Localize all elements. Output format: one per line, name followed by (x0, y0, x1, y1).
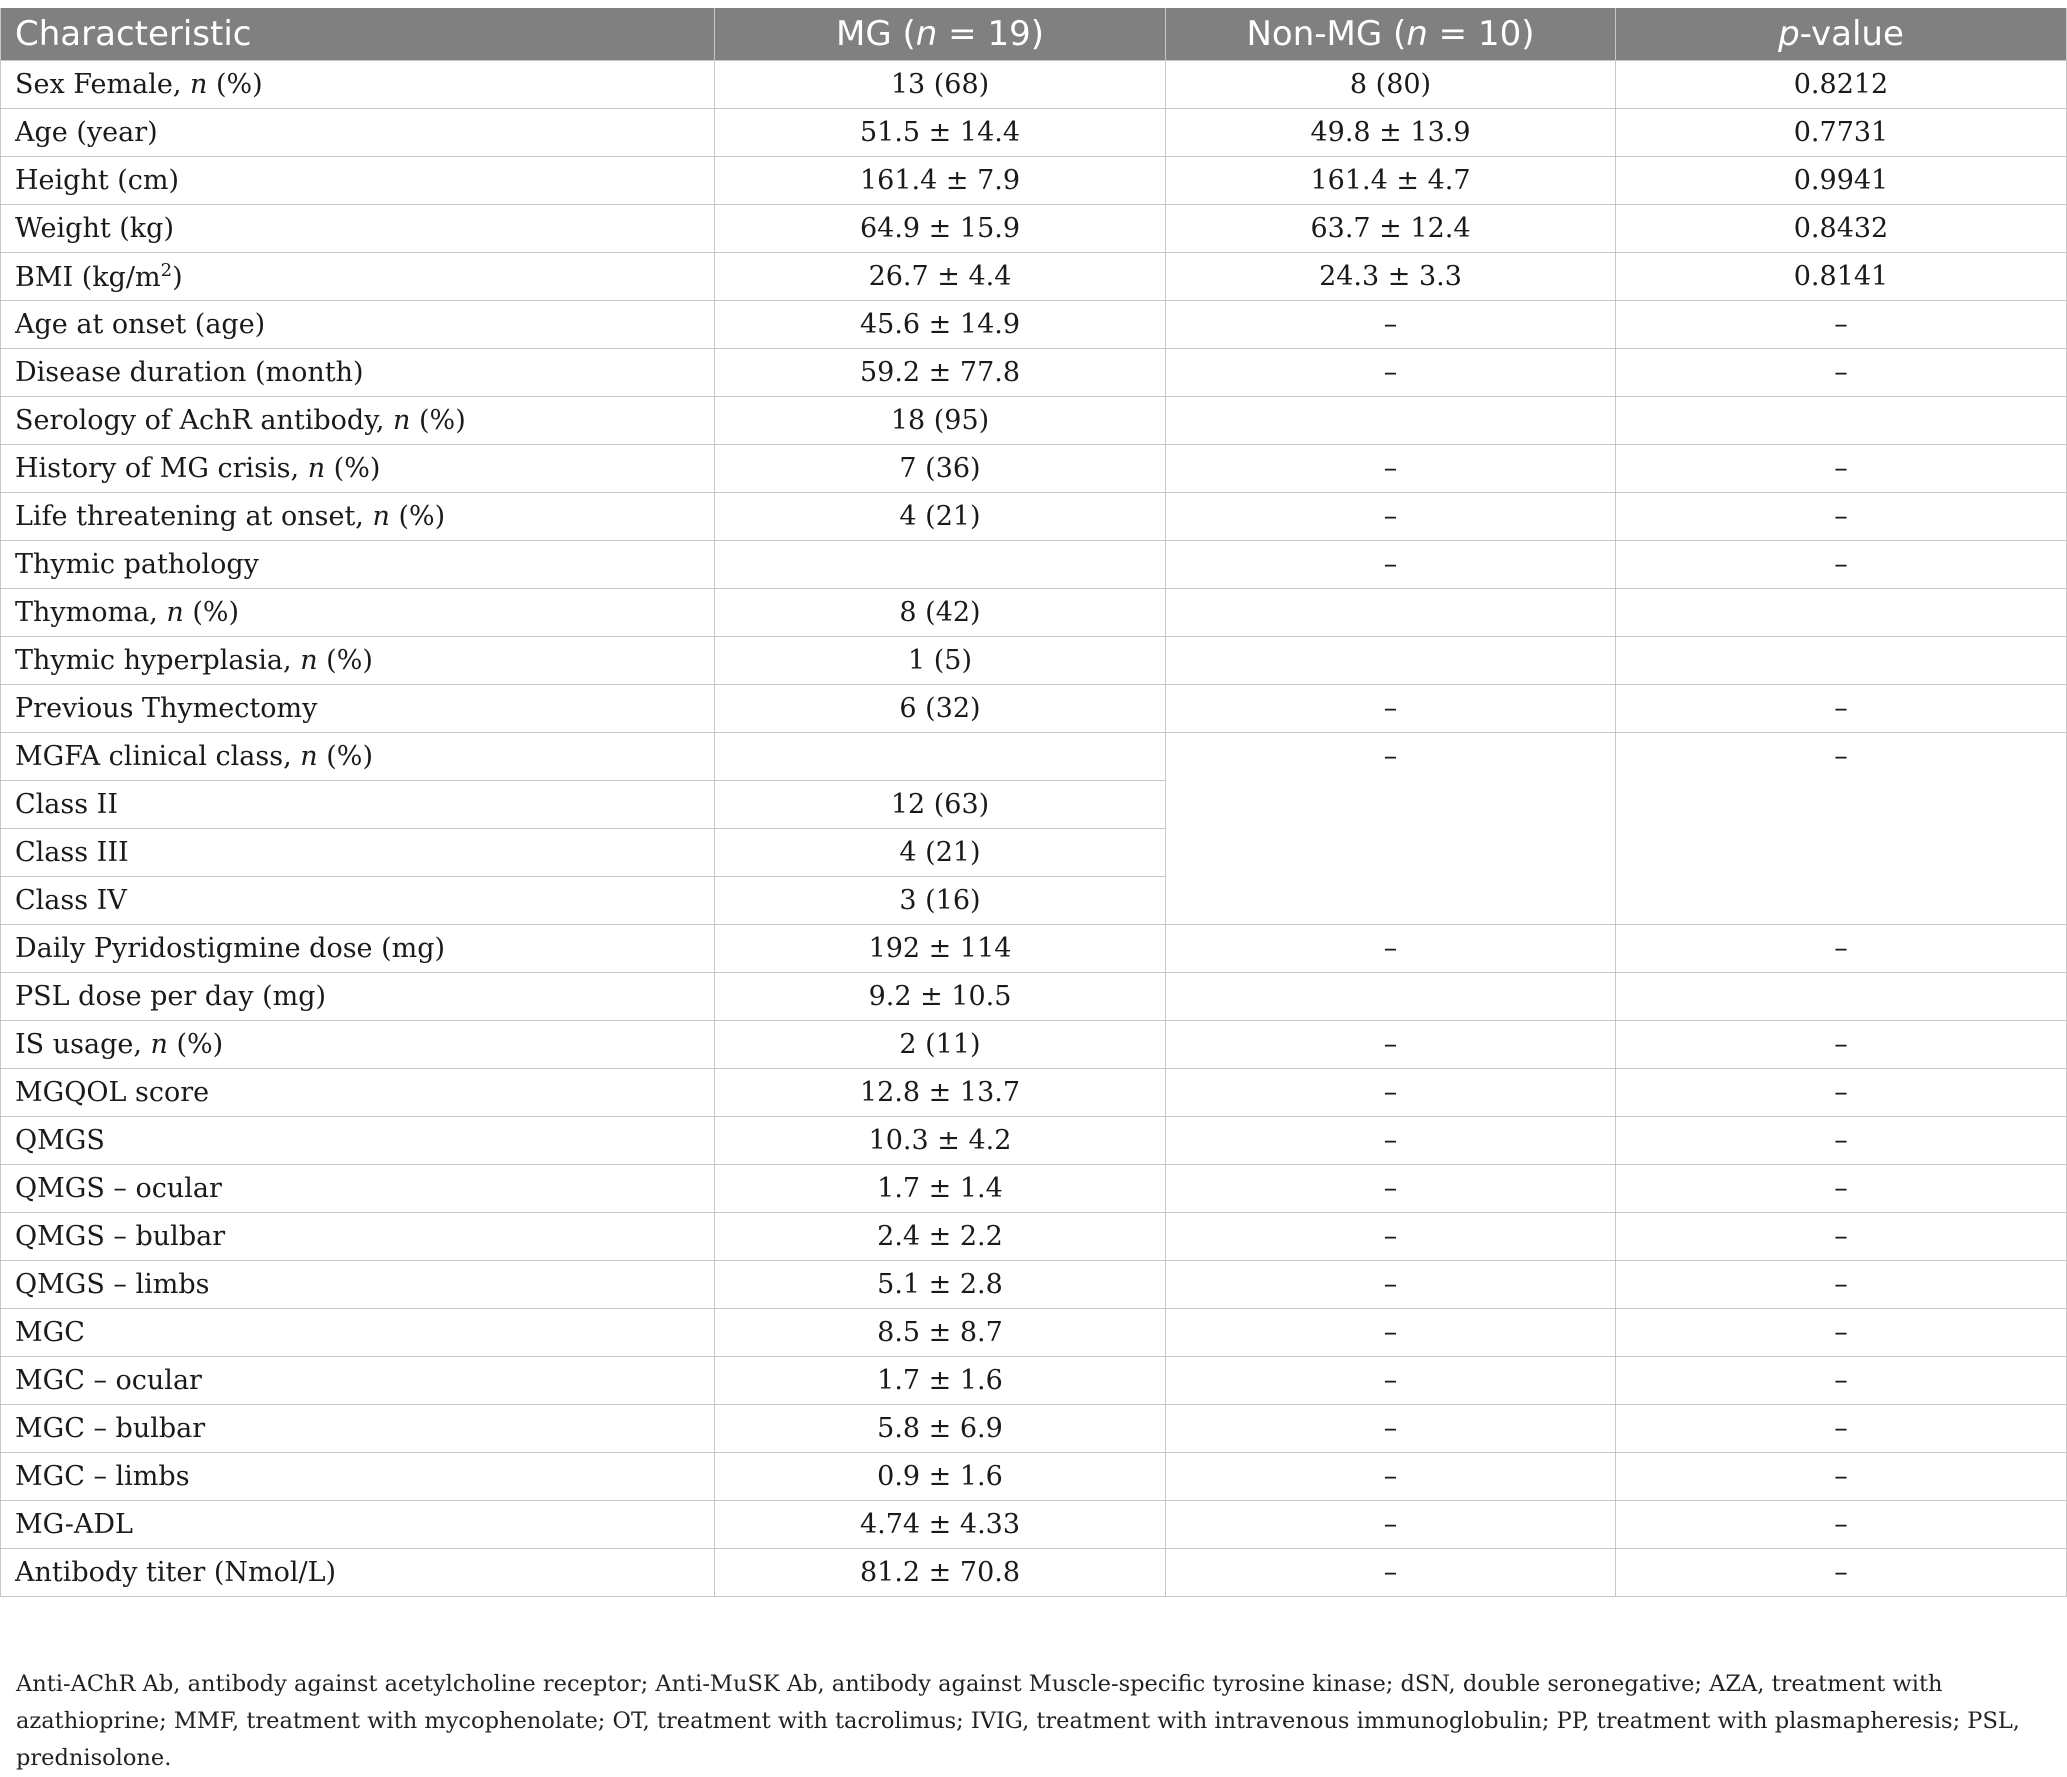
table-row (1, 1165, 2067, 1213)
table-row (1, 157, 2067, 205)
cell-non-mg: – (1166, 1117, 1616, 1165)
cell-p-value: – (1616, 1453, 2067, 1501)
cell-non-mg: – (1166, 925, 1616, 973)
row-label (1, 973, 715, 1021)
row-label (1, 109, 715, 157)
row-label-italic: n (372, 501, 390, 532)
cell-mg: 10.3 ± 4.2 (715, 1117, 1166, 1165)
row-label-text: Thymic pathology (15, 549, 259, 580)
row-label-text: Height (cm) (15, 165, 180, 196)
row-label-text: QMGS (15, 1125, 105, 1156)
row-label-suffix: (%) (325, 453, 381, 484)
row-label (1, 1069, 715, 1117)
row-label (1, 781, 715, 829)
header-p-italic: p (1778, 14, 1800, 54)
table-row (1, 733, 2067, 781)
row-label-text: Serology of AchR antibody, (15, 405, 394, 436)
cell-non-mg: – (1166, 1357, 1616, 1405)
cell-p-value: – (1616, 1021, 2067, 1069)
cell-non-mg (1166, 973, 1616, 1021)
row-label (1, 301, 715, 349)
row-label (1, 829, 715, 877)
row-label-text: Age (year) (15, 117, 158, 148)
header-nonmg-pre: Non-MG ( (1246, 14, 1407, 54)
row-label-italic: n (150, 1029, 168, 1060)
cell-mg: 2 (11) (715, 1021, 1166, 1069)
cell-non-mg: – (1166, 1453, 1616, 1501)
cell-non-mg: – (1166, 733, 1616, 925)
cell-non-mg: – (1166, 1309, 1616, 1357)
cell-mg: 12 (63) (715, 781, 1166, 829)
cell-mg: 6 (32) (715, 685, 1166, 733)
row-label (1, 685, 715, 733)
cell-mg (715, 541, 1166, 589)
cell-non-mg: – (1166, 1021, 1616, 1069)
header-mg-post: = 19) (937, 14, 1044, 54)
row-label-italic: n (393, 405, 411, 436)
row-label-text: Thymic hyperplasia, (15, 645, 301, 676)
header-mg (715, 8, 1166, 61)
cell-p-value: – (1616, 685, 2067, 733)
header-mg-pre: MG ( (836, 14, 916, 54)
row-label-text: Weight (kg) (15, 213, 174, 244)
row-label (1, 1117, 715, 1165)
row-label-text: MGC – limbs (15, 1461, 190, 1492)
cell-non-mg: – (1166, 349, 1616, 397)
row-label-suffix: (%) (167, 1029, 224, 1060)
header-mg-n: n (915, 14, 938, 54)
row-label (1, 1309, 715, 1357)
row-label-text: Disease duration (month) (15, 357, 364, 388)
row-label-text: BMI (kg/m (15, 262, 161, 293)
cell-p-value: – (1616, 1309, 2067, 1357)
table-row (1, 109, 2067, 157)
table-row (1, 589, 2067, 637)
cell-mg (715, 733, 1166, 781)
table-row (1, 1453, 2067, 1501)
header-p-value (1616, 8, 2067, 61)
cell-non-mg: – (1166, 445, 1616, 493)
table-row (1, 685, 2067, 733)
characteristics-table (0, 8, 2067, 1597)
table-row (1, 205, 2067, 253)
cell-non-mg: 161.4 ± 4.7 (1166, 157, 1616, 205)
row-label-suffix: ) (172, 262, 183, 293)
table-row (1, 349, 2067, 397)
table-row (1, 1309, 2067, 1357)
cell-p-value (1616, 637, 2067, 685)
row-label-italic: n (300, 741, 318, 772)
row-label (1, 157, 715, 205)
row-label (1, 349, 715, 397)
row-label-text: MGFA clinical class, (15, 741, 301, 772)
row-label-text: Sex Female, (15, 69, 190, 100)
cell-p-value: – (1616, 1213, 2067, 1261)
row-label-italic: n (300, 645, 318, 676)
header-row (1, 8, 2067, 61)
cell-mg: 59.2 ± 77.8 (715, 349, 1166, 397)
cell-p-value (1616, 397, 2067, 445)
row-label-text: Class II (15, 789, 119, 820)
row-label-text: MGC – bulbar (15, 1413, 206, 1444)
table-row (1, 445, 2067, 493)
row-label-text: Antibody titer (Nmol/L) (15, 1557, 337, 1588)
cell-non-mg: 63.7 ± 12.4 (1166, 205, 1616, 253)
cell-p-value: – (1616, 301, 2067, 349)
row-label-text: QMGS – limbs (15, 1269, 210, 1300)
row-label (1, 205, 715, 253)
row-label-suffix: (%) (389, 501, 446, 532)
header-nonmg-post: = 10) (1427, 14, 1535, 54)
table-row (1, 973, 2067, 1021)
row-label-italic: n (166, 597, 184, 628)
cell-mg: 1.7 ± 1.6 (715, 1357, 1166, 1405)
cell-mg: 45.6 ± 14.9 (715, 301, 1166, 349)
row-label-suffix: (%) (317, 741, 373, 772)
cell-mg: 64.9 ± 15.9 (715, 205, 1166, 253)
cell-mg: 5.1 ± 2.8 (715, 1261, 1166, 1309)
cell-non-mg (1166, 397, 1616, 445)
cell-mg: 81.2 ± 70.8 (715, 1549, 1166, 1597)
table-row (1, 301, 2067, 349)
table-row (1, 397, 2067, 445)
table-row (1, 637, 2067, 685)
row-label (1, 1213, 715, 1261)
cell-p-value: – (1616, 493, 2067, 541)
row-label (1, 1549, 715, 1597)
table-row (1, 493, 2067, 541)
row-label (1, 1453, 715, 1501)
row-label-text: MGC (15, 1317, 85, 1348)
row-label-superscript: 2 (160, 260, 173, 281)
row-label-text: MGQOL score (15, 1077, 210, 1108)
cell-non-mg: – (1166, 493, 1616, 541)
cell-non-mg: – (1166, 1501, 1616, 1549)
cell-p-value: 0.9941 (1616, 157, 2067, 205)
cell-p-value: – (1616, 1069, 2067, 1117)
cell-p-value: – (1616, 925, 2067, 973)
cell-p-value: – (1616, 1501, 2067, 1549)
cell-p-value: – (1616, 1117, 2067, 1165)
table-row (1, 1261, 2067, 1309)
row-label (1, 541, 715, 589)
row-label-text: QMGS – ocular (15, 1173, 222, 1204)
cell-mg: 51.5 ± 14.4 (715, 109, 1166, 157)
cell-p-value: 0.8141 (1616, 253, 2067, 301)
cell-mg: 161.4 ± 7.9 (715, 157, 1166, 205)
table-body (1, 61, 2067, 1597)
row-label-suffix: (%) (207, 69, 263, 100)
row-label-text: Thymoma, (15, 597, 167, 628)
row-label (1, 1021, 715, 1069)
cell-mg: 1 (5) (715, 637, 1166, 685)
table-container (0, 8, 2067, 1597)
table-row (1, 1405, 2067, 1453)
row-label (1, 637, 715, 685)
row-label-text: IS usage, (15, 1029, 151, 1060)
row-label (1, 253, 715, 301)
table-row (1, 253, 2067, 301)
row-label-text: Class III (15, 837, 129, 868)
row-label (1, 877, 715, 925)
row-label-text: MG-ADL (15, 1509, 133, 1540)
header-non-mg (1166, 8, 1616, 61)
cell-non-mg: 24.3 ± 3.3 (1166, 253, 1616, 301)
cell-p-value: – (1616, 1165, 2067, 1213)
row-label (1, 61, 715, 109)
row-label-text: Previous Thymectomy (15, 693, 318, 724)
row-label-text: Daily Pyridostigmine dose (mg) (15, 933, 446, 964)
cell-mg: 26.7 ± 4.4 (715, 253, 1166, 301)
cell-non-mg: 49.8 ± 13.9 (1166, 109, 1616, 157)
row-label (1, 1261, 715, 1309)
cell-non-mg: – (1166, 541, 1616, 589)
cell-mg: 5.8 ± 6.9 (715, 1405, 1166, 1453)
cell-mg: 12.8 ± 13.7 (715, 1069, 1166, 1117)
cell-p-value: 0.8432 (1616, 205, 2067, 253)
row-label-text: QMGS – bulbar (15, 1221, 226, 1252)
header-p-rest: -value (1799, 14, 1904, 54)
cell-mg: 192 ± 114 (715, 925, 1166, 973)
cell-p-value: – (1616, 733, 2067, 925)
row-label (1, 1357, 715, 1405)
cell-p-value: 0.8212 (1616, 61, 2067, 109)
table-row (1, 61, 2067, 109)
table-row (1, 1213, 2067, 1261)
row-label (1, 733, 715, 781)
cell-p-value: – (1616, 349, 2067, 397)
row-label-text: History of MG crisis, (15, 453, 308, 484)
row-label (1, 493, 715, 541)
cell-mg: 8 (42) (715, 589, 1166, 637)
cell-p-value: – (1616, 1261, 2067, 1309)
table-row (1, 1549, 2067, 1597)
row-label (1, 445, 715, 493)
cell-non-mg: – (1166, 1549, 1616, 1597)
row-label (1, 589, 715, 637)
cell-p-value: – (1616, 541, 2067, 589)
row-label-suffix: (%) (317, 645, 373, 676)
row-label-suffix: (%) (410, 405, 466, 436)
cell-mg: 3 (16) (715, 877, 1166, 925)
row-label-italic: n (307, 453, 326, 484)
table-row (1, 1021, 2067, 1069)
cell-mg: 18 (95) (715, 397, 1166, 445)
cell-mg: 1.7 ± 1.4 (715, 1165, 1166, 1213)
cell-mg: 4.74 ± 4.33 (715, 1501, 1166, 1549)
cell-non-mg: – (1166, 301, 1616, 349)
cell-non-mg: – (1166, 1405, 1616, 1453)
row-label-suffix: (%) (183, 597, 240, 628)
table-row (1, 1357, 2067, 1405)
cell-p-value: – (1616, 445, 2067, 493)
cell-p-value (1616, 973, 2067, 1021)
row-label-text: Class IV (15, 885, 127, 916)
cell-non-mg: 8 (80) (1166, 61, 1616, 109)
table-row (1, 541, 2067, 589)
table-row (1, 1117, 2067, 1165)
cell-non-mg: – (1166, 685, 1616, 733)
header-characteristic: Characteristic (1, 8, 715, 61)
cell-mg: 4 (21) (715, 493, 1166, 541)
cell-mg: 13 (68) (715, 61, 1166, 109)
row-label-text: MGC – ocular (15, 1365, 202, 1396)
cell-mg: 0.9 ± 1.6 (715, 1453, 1166, 1501)
cell-p-value: 0.7731 (1616, 109, 2067, 157)
cell-non-mg: – (1166, 1213, 1616, 1261)
table-row (1, 1501, 2067, 1549)
table-footnote: Anti-AChR Ab, antibody against acetylcholine receptor; Anti-MuSK Ab, antibody against Muscle-specific tyrosine kinase; dSN, double seronegative; AZA, treatment with azathioprine; MMF, treatment with mycophenolate; OT, treatment with tacrolimus; IVIG, treatment with intravenous immunoglobulin; PP, treatment with plasmapheresis; PSL, prednisolone. (16, 1671, 2020, 1771)
cell-non-mg (1166, 589, 1616, 637)
row-label (1, 1405, 715, 1453)
cell-mg: 4 (21) (715, 829, 1166, 877)
cell-p-value: – (1616, 1357, 2067, 1405)
cell-non-mg: – (1166, 1261, 1616, 1309)
table-row (1, 925, 2067, 973)
row-label-italic: n (190, 69, 208, 100)
cell-non-mg: – (1166, 1165, 1616, 1213)
row-label (1, 1501, 715, 1549)
cell-p-value (1616, 589, 2067, 637)
table-row (1, 1069, 2067, 1117)
row-label-text: Life threatening at onset, (15, 501, 373, 532)
row-label (1, 397, 715, 445)
row-label (1, 925, 715, 973)
row-label-text: Age at onset (age) (15, 309, 266, 340)
cell-p-value: – (1616, 1405, 2067, 1453)
cell-mg: 7 (36) (715, 445, 1166, 493)
cell-mg: 8.5 ± 8.7 (715, 1309, 1166, 1357)
header-nonmg-n: n (1406, 14, 1428, 54)
cell-non-mg: – (1166, 1069, 1616, 1117)
row-label-text: PSL dose per day (mg) (15, 981, 327, 1012)
cell-mg: 2.4 ± 2.2 (715, 1213, 1166, 1261)
cell-non-mg (1166, 637, 1616, 685)
cell-mg: 9.2 ± 10.5 (715, 973, 1166, 1021)
row-label (1, 1165, 715, 1213)
cell-p-value: – (1616, 1549, 2067, 1597)
